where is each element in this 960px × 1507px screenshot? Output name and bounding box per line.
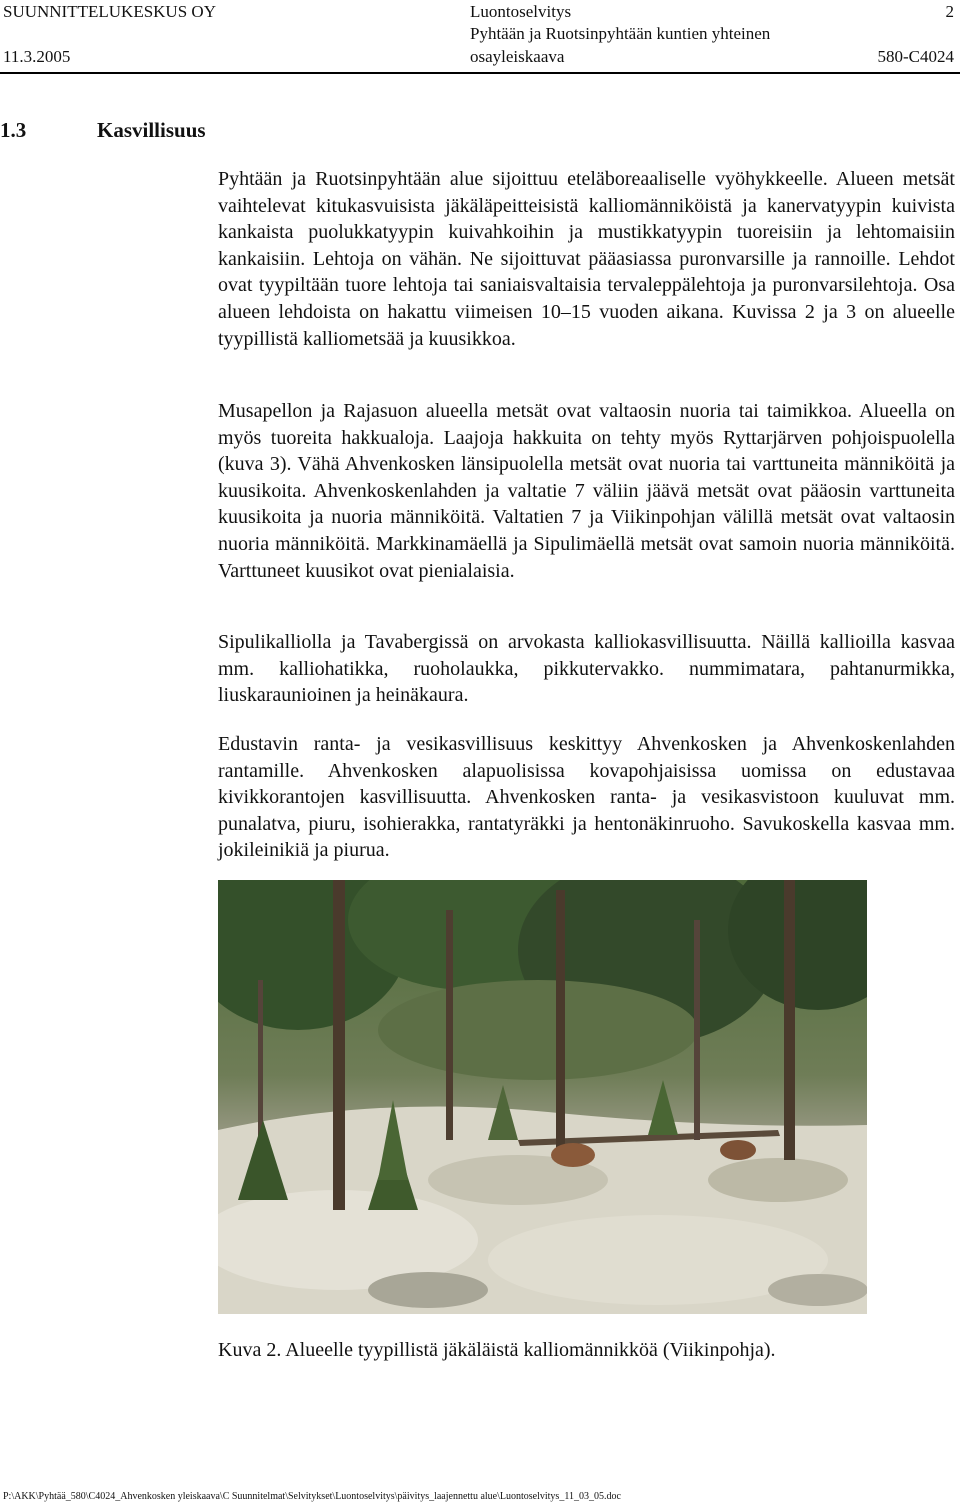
header-project-code: 580-C4024 (877, 47, 954, 66)
section-heading (0, 118, 206, 143)
header-doc-title-3: osayleiskaava (470, 47, 565, 66)
header-rule (0, 72, 960, 74)
section-title: Kasvillisuus (97, 118, 206, 142)
header-page-number: 2 (945, 2, 954, 21)
section-number: 1.3 (0, 118, 27, 142)
figure-caption: Kuva 2. Alueelle tyypillistä jäkäläistä kalliomännikköä (Viikinpohja). (218, 1339, 776, 1361)
footer-file-path: P:\AKK\Pyhtää_580\C4024_Ahvenkosken yleiskaava\C Suunnitelmat\Selvitykset\Luontoselvitys\päivitys_laajennettu alue\Luontoselvitys_11_03_05.doc (3, 1491, 621, 1502)
paragraph-4: Edustavin ranta- ja vesikasvillisuus keskittyy Ahvenkosken ja Ahvenkoskenlahden rantamille. Ahvenkosken alapuolisissa kovapohjaisissa uomissa on edustavaa kivikkorantojen kasvillisuutta. Ahvenkosken ranta- ja vesikasvistoon kuuluvat mm. punalatva, piuru, isohierakka, rantatyräkki ja hentonäkinruoho. Savukoskella kasvaa mm. jokileinikiä ja piurua. (218, 733, 955, 862)
forest-photo-illustration (218, 880, 867, 1314)
header-date: 11.3.2005 (3, 47, 71, 66)
forest-photo (218, 880, 867, 1314)
paragraph-3: Sipulikalliolla ja Tavabergissä on arvokasta kalliokasvillisuutta. Näillä kallioilla kasvaa mm. kalliohatikka, ruoholaukka, pikkutervakko. nummimatara, pahtanurmikka, liuskaraunioinen ja heinäkaura. (218, 631, 955, 707)
header-doc-title-1: Luontoselvitys (470, 2, 572, 21)
header-company: SUUNNITTELUKESKUS OY (3, 2, 216, 21)
header-doc-title-2: Pyhtään ja Ruotsinpyhtään kuntien yhteinen (470, 24, 771, 43)
paragraph-2: Musapellon ja Rajasuon alueella metsät ovat valtaosin nuoria tai taimikkoa. Alueella on myös tuoreita hakkualoja. Laajoja hakkuita on tehty myös Ryttarjärven pohjoispuolella (kuva 3). Vähä Ahvenkosken länsipuolella metsät ovat nuoria tai varttuneita männiköitä ja kuusikoita. Ahvenkoskenlahden ja valtatie 7 väliin jäävä metsät ovat pääosin varttuneita kuusikoita ja nuoria männiköitä. Valtatien 7 ja Viikinpohjan välillä metsät ovat valtaosin nuoria männiköitä. Markkinamäellä ja Sipulimäellä metsät ovat samoin nuoria männiköitä. Varttuneet kuusikot ovat pienialaisia. (218, 400, 955, 582)
paragraph-1: Pyhtään ja Ruotsinpyhtään alue sijoittuu eteläboreaaliselle vyöhykkeelle. Alueen metsät vaihtelevat kitukasvuisista jäkäläpeitteisistä kalliomänniköistä ja kanervatyypin kuivista kankaista puolukkatyypin kuivahkoihin ja mustikkatyypin tuoreisiin ja lehtomaisiin kankaisiin. Lehtoja on vähän. Ne sijoittuvat pääasiassa puronvarsille ja rannoille. Lehdot ovat tyypiltään tuore lehtoja tai saniaisvaltaisia tervaleppälehtoja ja puronvarsilehtoja. Osa alueen lehdoista on hakattu viimeisen 10–15 vuoden aikana. Kuvissa 2 ja 3 on alueelle tyypillistä kalliometsää ja kuusikkoa. (218, 168, 955, 350)
